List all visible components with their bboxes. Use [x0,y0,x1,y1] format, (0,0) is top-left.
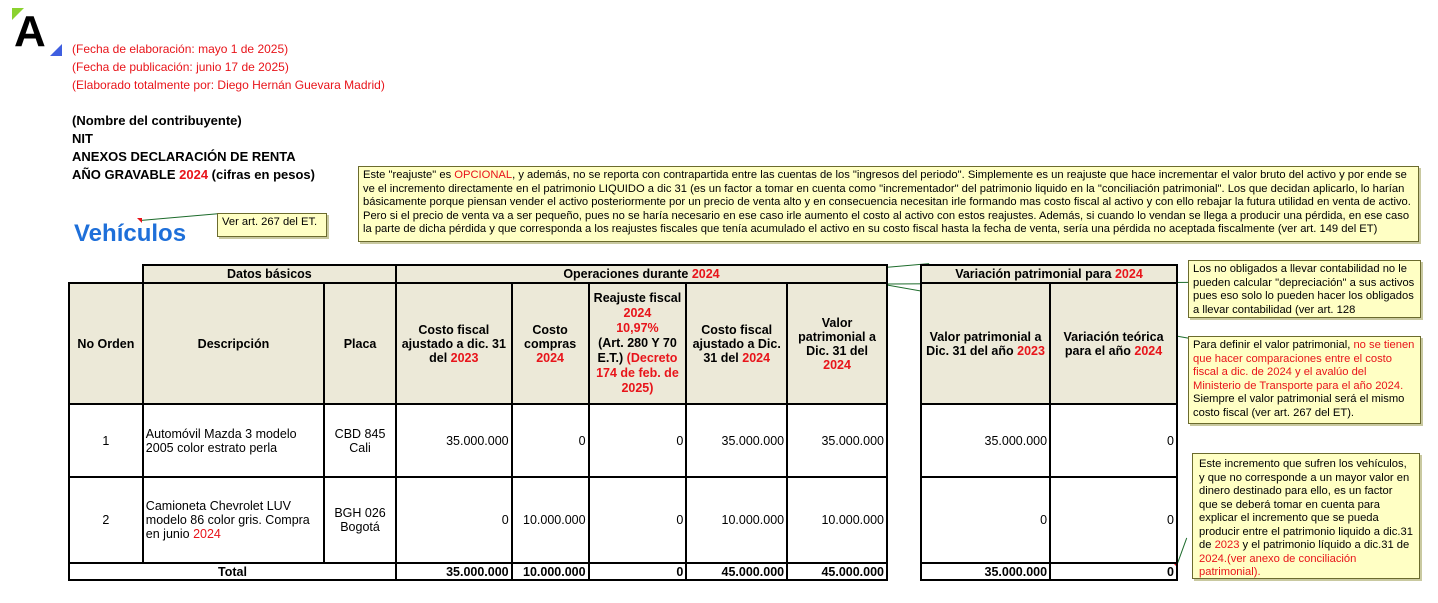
cell-descripcion [143,404,324,477]
contribuyente: (Nombre del contribuyente) [72,113,242,128]
note-incremento [1192,453,1420,579]
cell-text: Automóvil Mazda 3 modelo 2005 color estrato perla [145,426,297,455]
total-row [69,563,887,580]
group-variacion-year: 2024 [1114,267,1143,281]
anexos-title: ANEXOS DECLARACIÓN DE RENTA [72,149,296,164]
col-costo-fiscal-2024 [686,283,787,404]
col-valor-patrimonial-2024 [787,283,887,404]
cell-orden: 2 [69,477,143,563]
comment-indicator[interactable] [137,218,142,223]
col-label: Valor patrimonial a Dic. 31 del año [926,329,1042,358]
note-text: Este "reajuste" es [363,169,455,181]
ano-suffix: (cifras en pesos) [208,167,315,182]
col-year: 2024 [1134,343,1163,358]
ano-prefix: AÑO GRAVABLE [72,167,180,182]
note-no-obligados: Los no obligados a llevar contabilidad no le pueden calcular "depreciación" a sus activos pues eso solo lo pueden hacer los obligados a llevar contabilidad (ver art. 128 [1188,260,1421,318]
col-year: 2024 [536,350,565,365]
total-compras: 10.000.000 [512,563,589,580]
col-article: (Art. 280 Y 70 E.T.) [597,336,677,365]
cell-costo-fiscal-2024: 10.000.000 [686,477,787,563]
cell-reajuste: 0 [589,477,687,563]
col-year: 2024 [742,350,771,365]
cell-valor-patrimonial-2024: 35.000.000 [787,404,887,477]
col-vp-2023 [921,283,1050,404]
note-highlight: OPCIONAL [454,169,513,181]
variacion-table [920,264,1178,581]
cell-reajuste: 0 [589,404,687,477]
note-text: Siempre el valor patrimonial será el mismo costo fiscal (ver art. 267 del ET). [1193,393,1405,419]
col-label: Costo compras [524,322,577,351]
col-no-orden: No Orden [69,283,143,404]
col-variacion-teorica [1050,283,1177,404]
group-operaciones-year: 2024 [691,267,720,281]
cell-placa: BGH 026 Bogotá [324,477,396,563]
nit: NIT [72,131,93,146]
cell-vp-2023: 0 [921,477,1050,563]
col-label: Valor patrimonial a Dic. 31 del [798,315,876,358]
cell-descripcion [143,477,324,563]
total-reajuste: 0 [589,563,687,580]
col-percent: 10,97% [616,321,659,335]
col-year: 2024 [823,357,851,372]
cell-costo-fiscal-2024: 35.000.000 [686,404,787,477]
group-operaciones [396,265,887,283]
note-valor-patrimonial [1188,336,1421,424]
total-valor-patrimonial-2024: 45.000.000 [787,563,887,580]
col-costo-compras [512,283,589,404]
group-datos-basicos: Datos básicos [143,265,396,283]
logo [10,6,66,58]
total-costo-ajustado-2023: 35.000.000 [396,563,512,580]
fecha-publicacion: (Fecha de publicación: junio 17 de 2025) [72,60,289,74]
col-label: Costo fiscal ajustado a dic. 31 del [401,322,506,365]
empty-cell [69,265,143,283]
note-text: Para definir el valor patrimonial, [1193,339,1354,351]
elaborado-por: (Elaborado totalmente por: Diego Hernán Guevara Madrid) [72,78,385,92]
note-year: 2023 [1214,539,1240,551]
table-row [921,477,1177,563]
col-decreto: (Decreto 174 de feb. de 2025) [596,351,679,395]
cell-variacion: 0 [1050,404,1177,477]
col-reajuste-fiscal [589,283,687,404]
cell-valor-patrimonial-2024: 10.000.000 [787,477,887,563]
section-title: Vehículos [74,220,187,247]
group-variacion-label: Variación patrimonial para [955,267,1115,281]
cell-compras: 10.000.000 [512,477,589,563]
col-label: Reajuste fiscal [593,291,682,305]
total-row [921,563,1177,580]
total-label: Total [69,563,396,580]
group-operaciones-label: Operaciones durante [563,267,692,281]
note-art267: Ver art. 267 del ET. [217,213,327,237]
table-row [69,404,887,477]
table-row [69,477,887,563]
note-highlight: no se tienen que hacer comparaciones entre el costo fiscal a dic. de 2024 y el avalúo del Ministerio de Transporte para el año 2024. [1193,339,1415,392]
col-year: 2024 [623,306,652,320]
cell-text: Camioneta Chevrolet LUV modelo 86 color gris. Compra en junio [145,499,310,541]
total-vp-2023: 35.000.000 [921,563,1050,580]
cell-compras: 0 [512,404,589,477]
group-variacion [921,265,1177,283]
fecha-elaboracion: (Fecha de elaboración: mayo 1 de 2025) [72,42,289,56]
ano-gravable [72,166,315,184]
cell-costo-ajustado-2023: 35.000.000 [396,404,512,477]
col-placa: Placa [324,283,396,404]
header-block [72,112,315,184]
note-text: y el patrimonio líquido a dic.31 de [1239,539,1410,551]
vehiculos-table [68,264,888,581]
total-variacion: 0 [1050,563,1177,580]
cell-variacion: 0 [1050,477,1177,563]
meta-block [72,40,385,94]
cell-costo-ajustado-2023: 0 [396,477,512,563]
col-label: Variación teórica para el año [1063,329,1164,358]
col-year: 2023 [1017,343,1045,358]
col-label: Costo fiscal ajustado a Dic. 31 del [692,322,781,365]
cell-orden: 1 [69,404,143,477]
col-costo-ajustado-2023 [396,283,512,404]
cell-placa: CBD 845 Cali [324,404,396,477]
col-descripcion: Descripción [143,283,324,404]
total-costo-fiscal-2024: 45.000.000 [686,563,787,580]
cell-vp-2023: 35.000.000 [921,404,1050,477]
cell-year: 2024 [193,527,221,541]
note-text: Este incremento que sufren los vehículos, y que no corresponde a un mayor valor en dinero destinado para ello, es un factor que se deberá tomar en cuenta para explicar el incremento que se pueda producir entre el patrimonio liquido a dic.31 de [1199,458,1413,551]
table-row [921,404,1177,477]
note-reajuste-opcional [358,166,1419,242]
col-year: 2023 [450,350,479,365]
note-text: , y además, no se reporta con contrapartida entre las cuentas de los "ingresos del periodo". Simplemente es un reajuste que hace incrementar el valor bruto del activo y por ende se ve el incremento directamente en el patrimonio LIQUIDO a dic 31 (es un factor a tomar en cuenta como "incrementador" del patrimonio liquido en la "conciliación patrimonial". Los que decidan aplicarlo, lo harían básicamente porque piensan vender el activo posteriormente por un precio de venta alto y en consecuencia necesitan irle formando mas costo fiscal al activo y con ello rebajar la futura utilidad en venta de activo. Pero si el precio de venta va a ser pequeño, pues no se haría necesario en ese caso irle aumento el costo al activo con estos reajustes. Además, si cuando lo vendan se llega a producir una pérdida, en ese caso la parte de dicha pérdida y que corresponda a los reajustes fiscales que tenía acumulado el activo en su costo fiscal hasta la fecha de venta, sería una pérdida no aceptada fiscalmente (ver art. 149 del ET) [363,169,1411,235]
note-year: 2024 [1199,552,1224,565]
logo-letter: A [14,7,46,56]
note-text: .(ver anexo de conciliación patrimonial). [1199,552,1357,578]
ano-year: 2024 [179,167,209,182]
